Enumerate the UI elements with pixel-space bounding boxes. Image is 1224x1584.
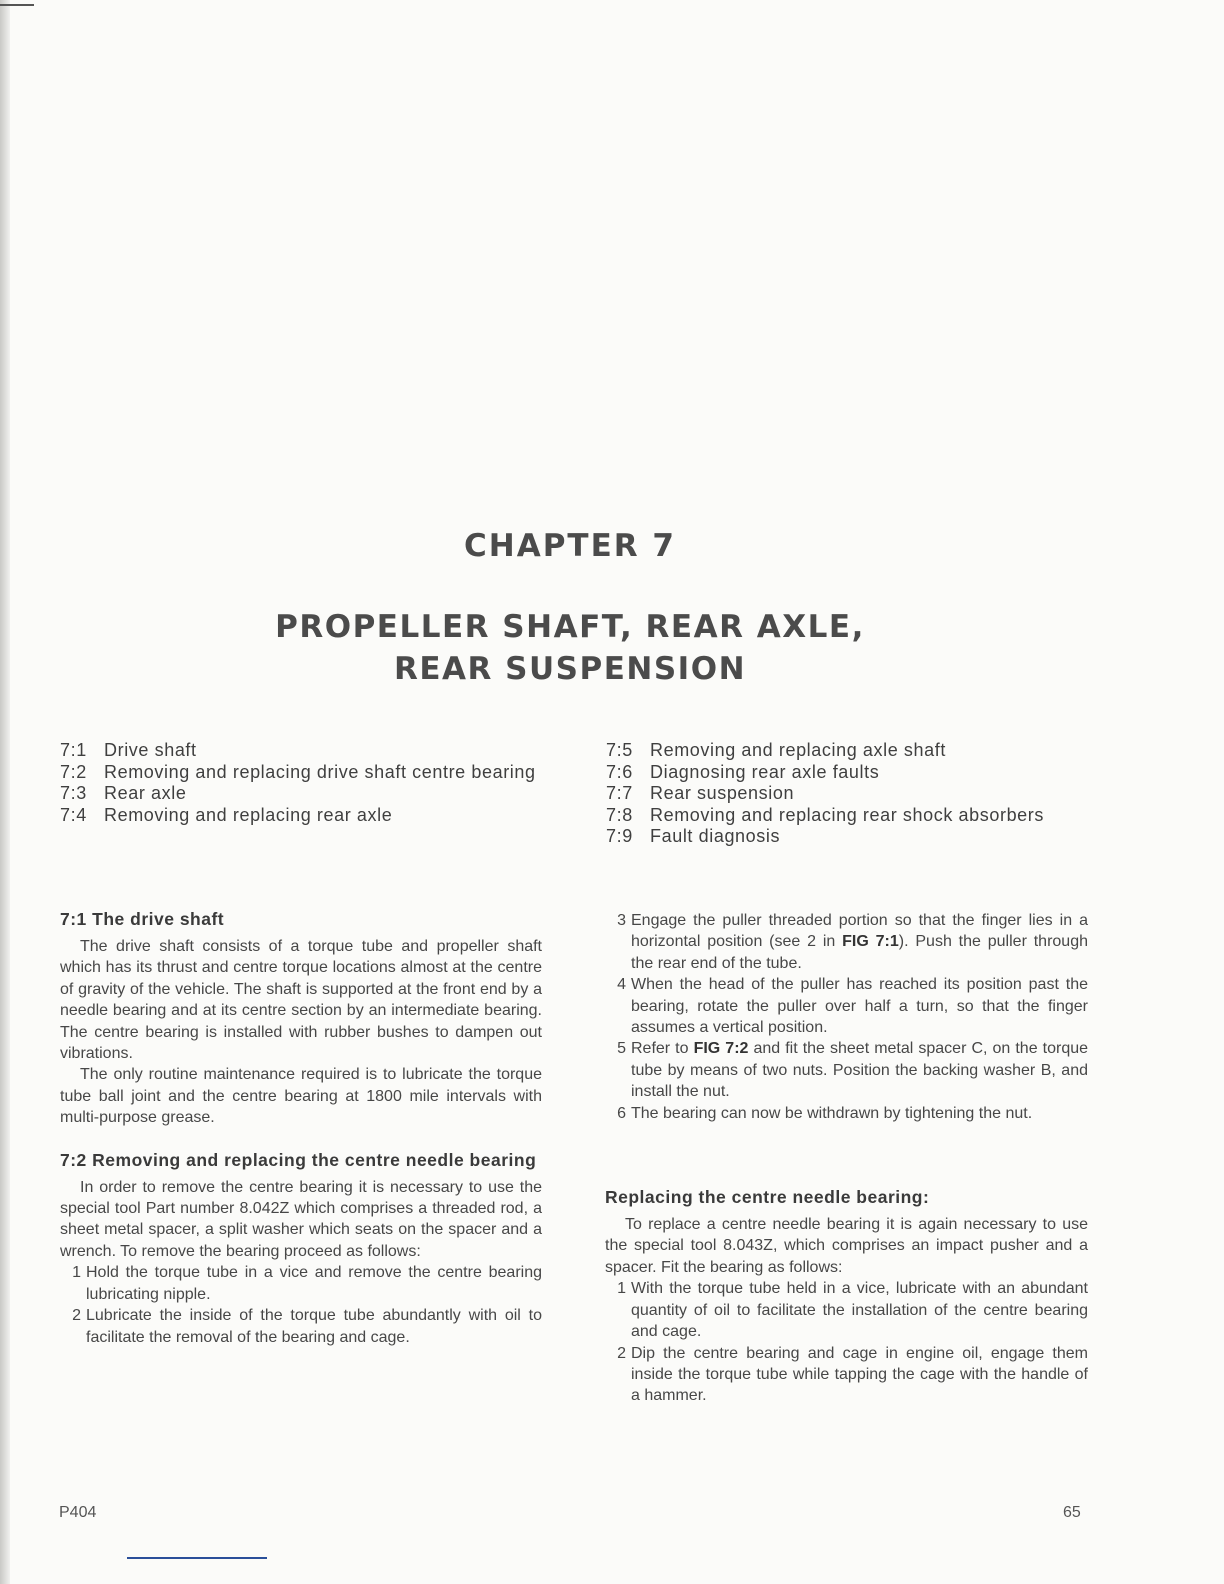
chapter-title: CHAPTER 7 [464, 528, 676, 564]
step-text-part: Engage the puller threaded portion so that the finger lies in a horizontal position (see 2 in [631, 912, 1088, 951]
section-heading: 7:2 Removing and replacing the centre needle bearing [60, 1149, 537, 1170]
contents-item-label: Fault diagnosis [650, 826, 781, 846]
list-item [605, 1038, 1088, 1102]
contents-list-right [606, 740, 1096, 848]
step-list [605, 1278, 1088, 1406]
contents-item-number: 7:2 [60, 761, 87, 782]
contents-item-number: 7:5 [606, 740, 633, 760]
step-number: 1 [617, 1280, 626, 1298]
chapter-subtitle [230, 606, 910, 690]
step-text: Lubricate the inside of the torque tube abundantly with oil to facilitate the removal of the bearing and cage. [86, 1307, 542, 1346]
figure-reference[interactable]: FIG 7:1 [842, 933, 899, 951]
page-number: 65 [1063, 1504, 1081, 1521]
contents-item-label: Removing and replacing axle shaft [650, 740, 946, 760]
contents-item[interactable] [606, 805, 1096, 827]
list-item [60, 1262, 542, 1305]
contents-item-label: Rear axle [104, 783, 187, 803]
step-text: Dip the centre bearing and cage in engine oil, engage them inside the torque tube while tapping the cage with the handle of a hammer. [631, 1344, 1088, 1405]
scan-mark [127, 1557, 267, 1559]
list-item [605, 1103, 1088, 1124]
contents-item-label: Removing and replacing rear shock absorbers [650, 804, 1044, 825]
step-text: When the head of the puller has reached its position past the bearing, rotate the puller over half a turn, so that the finger assumes a vertical position. [631, 976, 1088, 1037]
list-item [60, 1305, 542, 1348]
section-heading: 7:1 The drive shaft [60, 909, 225, 929]
chapter-subtitle-line-2: REAR SUSPENSION [393, 651, 747, 687]
figure-reference[interactable]: FIG 7:2 [693, 1040, 749, 1058]
section-heading: Replacing the centre needle bearing: [605, 1187, 930, 1208]
contents-item-label: Removing and replacing rear axle [104, 804, 393, 825]
list-item [605, 1343, 1088, 1407]
contents-item[interactable] [606, 762, 1096, 784]
step-text-part: Refer to [631, 1040, 694, 1058]
contents-item-number: 7:1 [60, 740, 87, 760]
contents-item-number: 7:3 [60, 783, 87, 803]
step-number: 2 [72, 1307, 81, 1325]
step-number: 4 [617, 976, 626, 994]
paragraph: In order to remove the centre bearing it is necessary to use the special tool Part number 8.042Z which comprises a threaded rod, a sheet metal spacer, a split washer which seats on the spacer and a wrench. To remove the bearing proceed as follows: [60, 1178, 542, 1260]
contents-item[interactable] [60, 740, 548, 762]
book-code: P404 [59, 1504, 97, 1521]
scan-mark [0, 4, 34, 6]
step-number: 2 [617, 1344, 626, 1362]
list-item [605, 974, 1088, 1038]
step-number: 1 [72, 1264, 81, 1282]
contents-list-left [60, 740, 548, 826]
contents-item-label: Rear suspension [650, 783, 795, 803]
step-number: 5 [617, 1040, 626, 1058]
chapter-subtitle-line-1: PROPELLER SHAFT, REAR AXLE, [275, 609, 865, 645]
step-text [631, 1038, 1088, 1102]
paragraph: The only routine maintenance required is to lubricate the torque tube ball joint and the centre bearing at 1800 mile intervals with multi-purpose grease. [60, 1066, 542, 1127]
contents-item-number: 7:9 [606, 826, 633, 846]
step-text-part: ). Push the puller through the rear end of the tube. [631, 933, 1088, 972]
contents-item[interactable] [60, 783, 548, 805]
contents-item[interactable] [606, 826, 1096, 848]
left-column [60, 908, 542, 1348]
contents-item[interactable] [60, 762, 548, 784]
contents-item-number: 7:7 [606, 783, 633, 803]
step-text [631, 910, 1088, 974]
contents-item-number: 7:8 [606, 804, 633, 825]
contents-item-number: 7:4 [60, 804, 87, 825]
step-list [60, 1262, 542, 1348]
step-number: 3 [617, 912, 626, 929]
contents-item-label: Diagnosing rear axle faults [650, 761, 880, 782]
right-column [605, 910, 1088, 1407]
paragraph: The drive shaft consists of a torque tube and propeller shaft which has its thrust and centre torque locations almost at the centre of gravity of the vehicle. The shaft is supported at the front end by a needle bearing and at its centre section by an intermediate bearing. The centre bearing is installed with rubber bushes to dampen out vibrations. [60, 938, 542, 1063]
contents-item[interactable] [606, 740, 1096, 762]
step-text: The bearing can now be withdrawn by tightening the nut. [631, 1104, 1033, 1122]
contents-item[interactable] [606, 783, 1096, 805]
contents-item[interactable] [60, 805, 548, 827]
step-text: With the torque tube held in a vice, lubricate with an abundant quantity of oil to facilitate the installation of the centre bearing and cage. [631, 1280, 1088, 1341]
list-item [605, 910, 1088, 974]
page-edge-shadow [0, 0, 10, 1584]
step-text-part: and fit the sheet metal spacer C, on the torque tube by means of two nuts. Position the backing washer B, and install the nut. [631, 1040, 1089, 1101]
step-list [605, 910, 1088, 1124]
step-text: Hold the torque tube in a vice and remove the centre bearing lubricating nipple. [86, 1264, 542, 1303]
contents-item-label: Drive shaft [104, 740, 197, 760]
paragraph: To replace a centre needle bearing it is again necessary to use the special tool 8.043Z, which comprises an impact pusher and a spacer. Fit the bearing as follows: [605, 1216, 1088, 1276]
contents-item-number: 7:6 [606, 761, 633, 782]
step-number: 6 [617, 1104, 626, 1122]
contents-item-label: Removing and replacing drive shaft centre bearing [104, 761, 536, 782]
list-item [605, 1278, 1088, 1342]
